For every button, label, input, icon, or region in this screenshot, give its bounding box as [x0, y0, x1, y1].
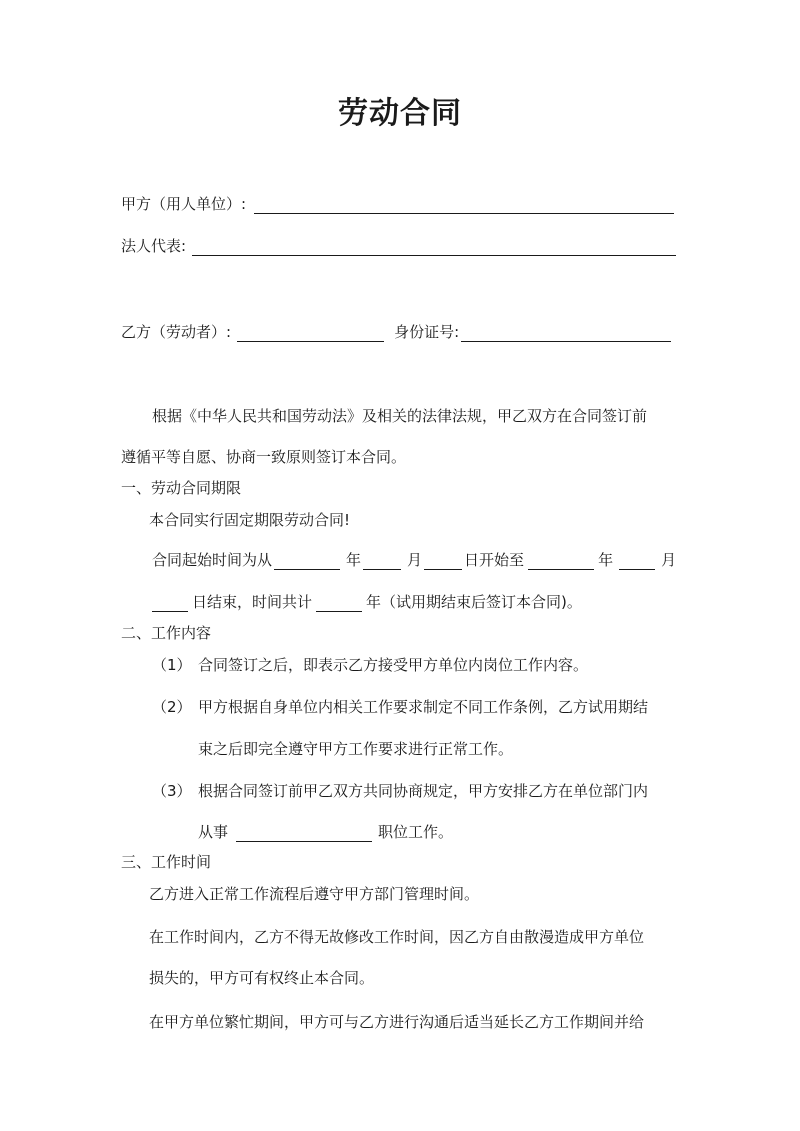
term-years-text: 年（试用期结束后签订本合同)。 [366, 593, 582, 611]
id-number-field[interactable] [461, 323, 671, 342]
item-2-num: （2） [152, 698, 192, 716]
end-year-field[interactable] [528, 551, 594, 570]
end-day-text: 日结束，时间共计 [192, 593, 313, 611]
section2-heading: 二、工作内容 [121, 624, 212, 642]
item-2-text-2: 束之后即完全遵守甲方工作要求进行正常工作。 [198, 740, 514, 758]
section3-paragraph-2b: 损失的，甲方可有权终止本合同。 [149, 969, 375, 987]
term-start-text: 合同起始时间为从 [152, 551, 273, 569]
id-number-label: 身份证号: [394, 323, 460, 341]
party-a-row [121, 194, 676, 214]
item-2-text-1: 甲方根据自身单位内相关工作要求制定不同工作条例，乙方试用期结 [198, 698, 649, 716]
term-line-1 [152, 550, 676, 570]
party-b-label: 乙方（劳动者）: [121, 323, 232, 341]
party-a-label: 甲方（用人单位）: [121, 195, 247, 213]
term-line-2 [152, 592, 582, 612]
item-3-text-2a: 从事 [198, 823, 229, 841]
day-start-to-text: 日开始至 [464, 551, 525, 569]
year-label: 年 [346, 551, 362, 569]
preamble-line-2: 遵循平等自愿、协商一致原则签订本合同。 [121, 448, 407, 466]
party-b-row [121, 322, 673, 342]
end-day-field[interactable] [152, 593, 188, 612]
preamble-line-1: 根据《中华人民共和国劳动法》及相关的法律法规，甲乙双方在合同签订前 [152, 407, 648, 425]
party-a-field[interactable] [254, 195, 674, 214]
item-1-num: （1） [152, 656, 192, 674]
start-month-field[interactable] [363, 551, 401, 570]
section3-heading: 三、工作时间 [121, 853, 212, 871]
item-3-line-2 [198, 822, 453, 842]
item-3-text-1: 根据合同签订前甲乙双方共同协商规定，甲方安排乙方在单位部门内 [198, 782, 649, 800]
end-month-field[interactable] [619, 551, 655, 570]
total-years-field[interactable] [316, 593, 362, 612]
section3-paragraph-1: 乙方进入正常工作流程后遵守甲方部门管理时间。 [149, 885, 480, 903]
section1-heading: 一、劳动合同期限 [121, 479, 242, 497]
legal-rep-label: 法人代表: [121, 237, 187, 255]
start-day-field[interactable] [424, 551, 462, 570]
section3-paragraph-3: 在甲方单位繁忙期间，甲方可与乙方进行沟通后适当延长乙方工作期间并给 [149, 1013, 645, 1031]
legal-rep-row [121, 236, 678, 256]
item-3-num: （3） [152, 782, 192, 800]
item-1-text: 合同签订之后，即表示乙方接受甲方单位内岗位工作内容。 [198, 656, 589, 674]
section3-paragraph-2a: 在工作时间内，乙方不得无故修改工作时间，因乙方自由散漫造成甲方单位 [149, 928, 645, 946]
end-year-label: 年 [598, 551, 614, 569]
end-month-label: 月 [661, 551, 677, 569]
start-year-field[interactable] [274, 551, 340, 570]
item-3-text-2b: 职位工作。 [378, 823, 454, 841]
month-label: 月 [407, 551, 423, 569]
document-title: 劳动合同 [338, 96, 462, 131]
position-field[interactable] [236, 823, 372, 842]
section1-paragraph: 本合同实行固定期限劳动合同! [149, 511, 351, 529]
party-b-field[interactable] [237, 323, 384, 342]
legal-rep-field[interactable] [192, 237, 676, 256]
